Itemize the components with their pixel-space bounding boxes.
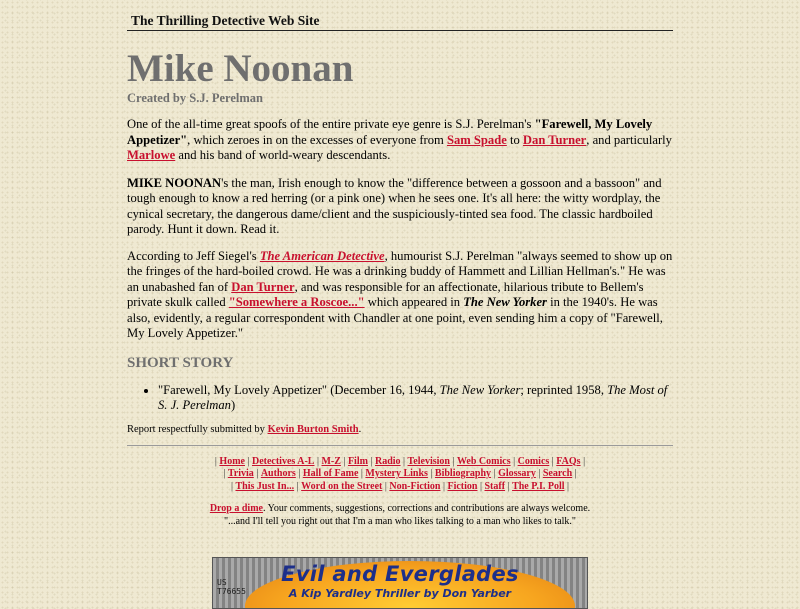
nav-link-staff[interactable]: Staff (484, 480, 506, 492)
ad-banner[interactable] (212, 557, 588, 609)
link-somewhere-a-roscoe[interactable]: "Somewhere a Roscoe..." (228, 295, 365, 309)
short-story-list (127, 383, 673, 414)
banner-title: Evil and Everglades (281, 562, 519, 586)
site-navigation (127, 456, 673, 494)
nav-link-mystery-links[interactable]: Mystery Links (365, 468, 428, 479)
history-paragraph: According to Jeff Siegel's The American Detective, humourist S.J. Perelman "always seemed to show up on the fringes of the hard-boiled crowd. He was a drinking buddy of Hammett and Lillian Hellman's." He was an unabashed fan of Dan Turner, and was responsible for an affectionate, hilarious tribute to Bellem's private skulk called "Somewhere a Roscoe..." which appeared in The New Yorker in the 1940's. He was also, evidently, a regular correspondent with Chandler at one point, even sending him a copy of "Farewell, My Lovely Appetizer." (127, 248, 673, 340)
nav-link-hall-of-fame[interactable]: Hall of Fame (302, 468, 359, 479)
nav-link-home[interactable]: Home (219, 455, 245, 467)
nav-link-television[interactable]: Television (407, 455, 450, 467)
nav-link-film[interactable]: Film (347, 455, 368, 467)
nav-link-fiction[interactable]: Fiction (447, 480, 478, 492)
list-item: • "Farewell, My Lovely Appetizer" (December 16, 1944, The New Yorker; reprinted 1958, The Most of S. J. Perelman) (158, 383, 673, 414)
nav-row: | Trivia | Authors | Hall of Fame | Mystery Links | Bibliography | Glossary | Search | (223, 468, 577, 479)
created-by: Created by S.J. Perelman (127, 91, 263, 105)
link-american-detective[interactable]: The American Detective (259, 248, 385, 263)
divider (127, 445, 673, 446)
nav-link-m-z[interactable]: M-Z (321, 455, 341, 467)
nav-link-non-fiction[interactable]: Non-Fiction (389, 480, 441, 492)
link-dan-turner[interactable]: Dan Turner (522, 132, 587, 147)
nav-link-this-just-in[interactable]: This Just In... (235, 480, 295, 492)
nav-link-bibliography[interactable]: Bibliography (434, 468, 492, 479)
nav-link-detectives-a-l[interactable]: Detectives A-L (251, 455, 315, 467)
page-title: Mike Noonan (127, 47, 354, 90)
report-credit: Report respectfully submitted by Kevin Burton Smith. (127, 423, 362, 435)
nav-link-the-p-i-poll[interactable]: The P.I. Poll (512, 480, 565, 492)
page-content (127, 0, 673, 600)
nav-row: | Home | Detectives A-L | M-Z | Film | Radio | Television | Web Comics | Comics | FAQs | (214, 455, 586, 467)
site-header: The Thrilling Detective Web Site (127, 13, 673, 31)
nav-link-faqs[interactable]: FAQs (556, 455, 581, 467)
nav-link-trivia[interactable]: Trivia (227, 468, 254, 479)
nav-link-word-on-the-street[interactable]: Word on the Street (301, 480, 383, 492)
intro-paragraph: One of the all-time great spoofs of the entire private eye genre is S.J. Perelman's "Farewell, My Lovely Appetizer", which zeroes in on the excesses of everyone from Sam Spade to Dan Turner, and particularly Marlowe and his band of world-weary descendants. (127, 117, 672, 162)
link-marlowe[interactable]: Marlowe (127, 148, 176, 162)
nav-link-web-comics[interactable]: Web Comics (456, 455, 511, 467)
nav-link-search[interactable]: Search (542, 468, 573, 479)
footer-quote: "...and I'll tell you right out that I'm a man who likes talking to a man who likes to talk." (224, 515, 576, 527)
short-story-heading: SHORT STORY (127, 354, 234, 371)
nav-row: | This Just In... | Word on the Street | Non-Fiction | Fiction | Staff | The P.I. Poll | (230, 480, 570, 492)
banner-stamp-text: US T76655 (217, 578, 246, 596)
banner-subtitle: A Kip Yardley Thriller by Don Yarber (288, 587, 512, 600)
footer-message: Drop a dime. Your comments, suggestions, corrections and contributions are always welcome. "...and I'll tell you right out that I'm a man who likes talking to a man who likes to talk." (127, 503, 673, 528)
drop-a-dime-link[interactable]: Drop a dime (209, 503, 263, 514)
nav-link-glossary[interactable]: Glossary (498, 468, 536, 479)
nav-link-authors[interactable]: Authors (260, 468, 296, 479)
description-paragraph: MIKE NOONAN's the man, Irish enough to know the "difference between a gossoon and a bassoon" and tough enough to know a red herring (or a pink one) when he sees one. It's all here: the witty wordplay, the cynical secretary, the dangerous dame/client and the suspiciously-tinted sea food. The classic hardboiled parody. Hunt it down. Read it. (127, 175, 662, 236)
nav-link-radio[interactable]: Radio (374, 455, 401, 467)
link-author[interactable]: Kevin Burton Smith (267, 423, 359, 435)
nav-link-comics[interactable]: Comics (517, 455, 550, 467)
link-dan-turner-2[interactable]: Dan Turner (231, 279, 295, 294)
link-sam-spade[interactable]: Sam Spade (446, 132, 507, 147)
